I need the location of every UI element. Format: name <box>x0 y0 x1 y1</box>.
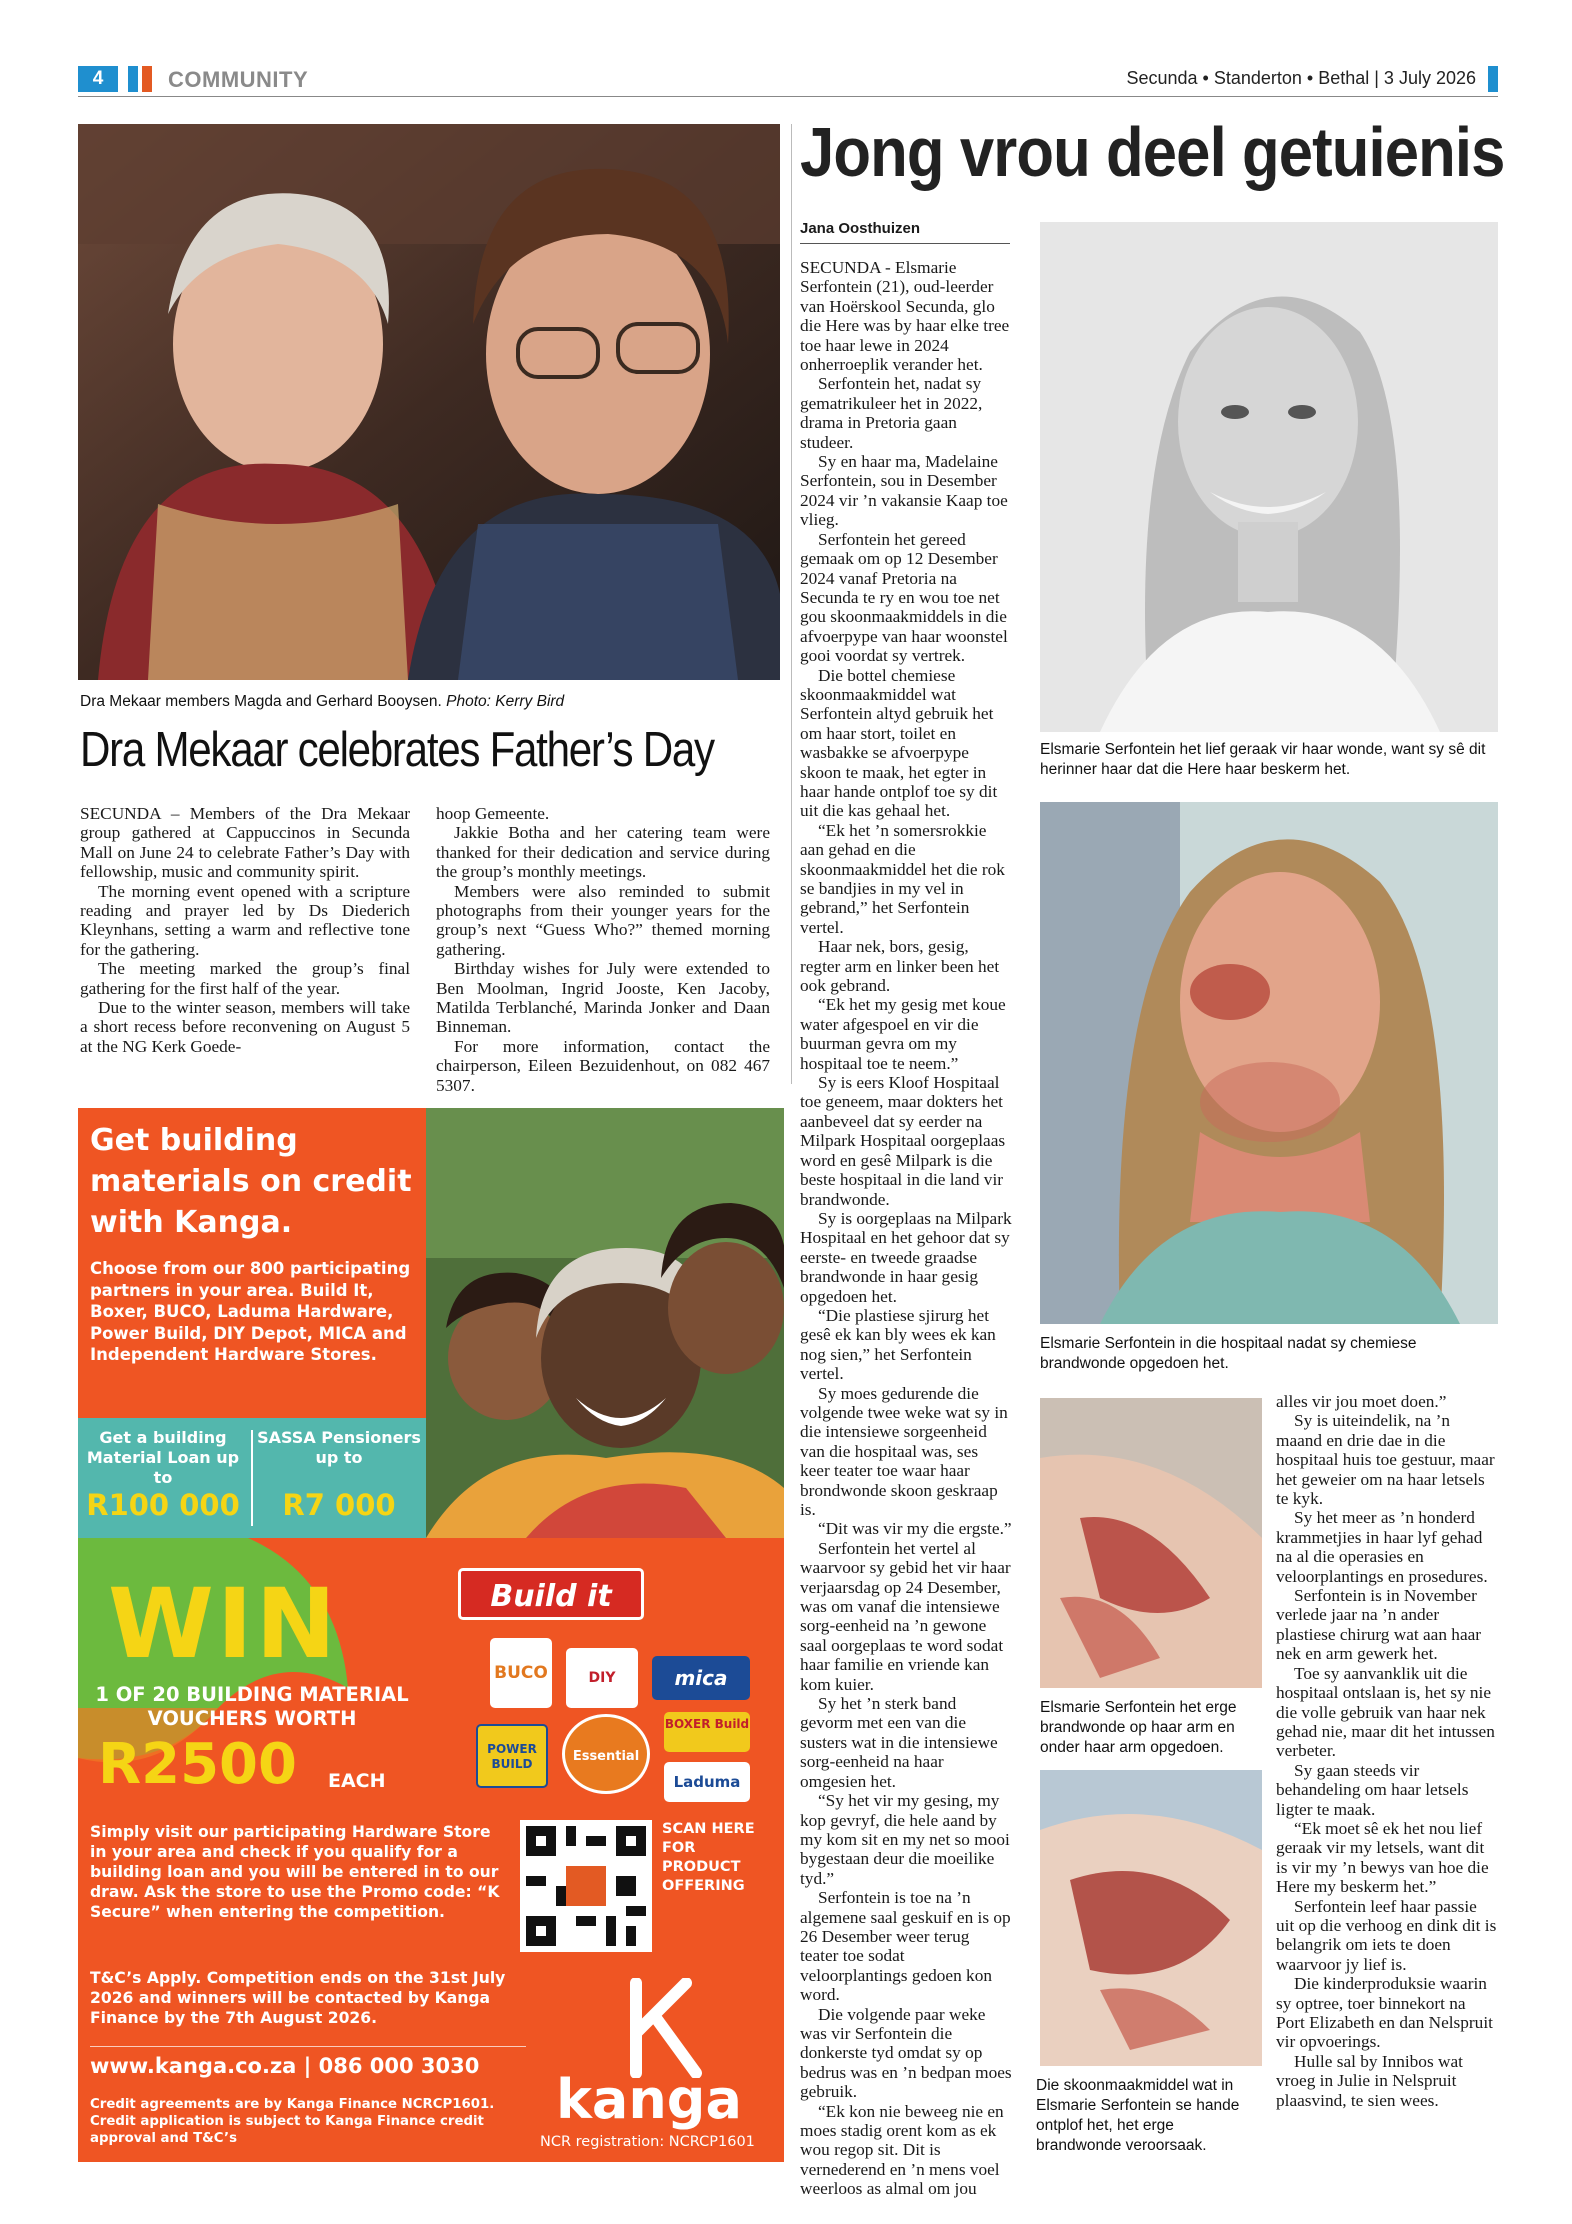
paragraph: Hulle sal by Innibos wat vroeg in Julie in Nelspruit plaasvind, te sien wees. <box>1276 2051 1463 2110</box>
column-divider <box>791 124 792 1084</box>
essential-logo: Essential <box>562 1714 650 1794</box>
leg-caption: Die skoonmaakmiddel wat in Elsmarie Serfontein se hande ontplof het, het erge brandwonde veroorsaak. <box>1036 2077 1240 2154</box>
ad-family-photo <box>426 1108 784 1538</box>
page-number: 4 <box>78 66 118 92</box>
paragraph: SECUNDA - Elsmarie Serfontein (21), oud-leerder van Hoërskool Secunda, glo die Here was by haar elke tree toe haar lewe in 2024 onherroeplik verander het. <box>800 258 1010 375</box>
paragraph: “Ek het ’n somersrokkie aan gehad en die skoonmaakmiddel het die rok se bandjies in my vel in gebrand,” het Serfontein vertel. <box>800 820 1005 937</box>
caption-text: Dra Mekaar members Magda and Gerhard Booysen. <box>80 693 442 710</box>
sassa-amount: R7 000 <box>282 1488 396 1522</box>
paragraph: “Die plastiese sjirurg het gesê ek kan bly wees ek kan nog sien,” het Serfontein vertel. <box>800 1305 996 1384</box>
ad-instructions: Simply visit our participating Hardware Store in your area and check if you qualify for a building loan and you will be entered in to our draw. Ask the store to use the Promo code: “K Secure” when entering the competition. <box>90 1823 500 1921</box>
paragraph: Serfontein leef haar passie uit op die verhoog en dink dit is belangrik om iets te doen waarvoor jy lief is. <box>1276 1896 1497 1974</box>
byline: Jana Oosthuizen <box>800 220 1010 244</box>
mica-logo: mica <box>652 1656 750 1700</box>
diy-depot-logo: DIY <box>566 1648 638 1708</box>
header-accent-blue <box>128 66 138 92</box>
buildit-logo: Build it <box>458 1568 644 1620</box>
laduma-logo: Laduma <box>664 1762 750 1802</box>
ad-headline: Get building materials on credit with Kanga. <box>90 1123 412 1240</box>
ad-divider <box>90 2046 526 2047</box>
paragraph: “Ek het my gesig met koue water afgespoel en vir die buurman gevra om my hospitaal toe te neem.” <box>800 995 1006 1073</box>
paragraph: “Ek moet sê ek het nou lief geraak vir my letsels, want dit is vir my ’n bewys van hoe die Here my beskerm het.” <box>1276 1818 1489 1897</box>
paragraph: Sy is eers Kloof Hospitaal toe geneem, maar dokters het aanbeveel dat sy eerder na Milpark Hospitaal oorgeplaas word en gesê Milpark is die beste hospitaal in die land vir brandwonde. <box>800 1073 1006 1209</box>
portrait-photo <box>1040 222 1498 732</box>
header-accent-orange <box>142 66 152 92</box>
ad-scan-label: SCAN HERE FOR PRODUCT OFFERING <box>662 1821 755 1894</box>
dra-mekaar-col2 <box>436 804 770 1095</box>
getuienis-col2 <box>1276 1392 1498 2110</box>
paragraph: “Dit was vir my die ergste.” <box>818 1519 1012 1539</box>
paragraph: Sy is uiteindelik, na ’n maand en drie dae in die hospitaal huis toe gestuur, maar het geweier om na haar letsels te kyk. <box>1276 1411 1495 1509</box>
buco-logo: BUCO <box>490 1638 552 1708</box>
boxer-build-logo: BOXER Build <box>664 1712 750 1752</box>
paragraph: For more information, contact the chairperson, Eileen Bezuidenhout, on 082 467 5307. <box>436 1036 770 1095</box>
booysen-photo-caption <box>80 692 780 712</box>
header-accent-right <box>1488 66 1498 92</box>
paragraph: Members were also reminded to submit photographs from their younger years for the group’s next “Guess Who?” themed morning gathering. <box>436 881 770 959</box>
kanga-advertisement[interactable] <box>78 1108 784 2162</box>
arm-burns-photo <box>1040 1398 1262 1688</box>
ad-win: WIN <box>108 1568 339 1680</box>
ad-contact[interactable]: www.kanga.co.za | 086 000 3030 <box>90 2054 480 2078</box>
paragraph: The meeting marked the group’s final gathering for the first half of the year. <box>80 959 410 998</box>
leg-burns-photo <box>1040 1770 1262 2066</box>
dra-mekaar-col1 <box>80 804 410 1056</box>
arm-caption: Elsmarie Serfontein het erge brandwonde op haar arm en onder haar arm opgedoen. <box>1040 1699 1237 1756</box>
getuienis-col1 <box>800 258 1012 2199</box>
voucher-amount: R2500 <box>98 1732 297 1797</box>
ad-terms: T&C’s Apply. Competition ends on the 31st July 2026 and winners will be contacted by Kanga Finance by the 7th August 2026. <box>90 1969 506 2027</box>
paragraph: Die kinderproduksie waarin sy optree, toer binnekort na Port Elizabeth en dan Nelspruit vir opvoerings. <box>1276 1974 1493 2052</box>
paragraph: “Sy het vir my gesing, my kop gevryf, die hele aand by my kom sit en my net so mooi bygestaan deur die moeilike tyd.” <box>800 1791 1010 1888</box>
loan-amount: R100 000 <box>86 1488 240 1522</box>
paragraph: Die volgende paar weke was vir Serfontein die donkerste tyd omdat sy op bedrus was en ’n bedpan moes gebruik. <box>800 2004 1012 2102</box>
portrait-caption: Elsmarie Serfontein het lief geraak vir haar wonde, want sy sê dit herinner haar dat die Here haar beskerm het. <box>1040 741 1486 778</box>
paragraph: “Ek kon nie beweeg nie en moes stadig orent kom as ek wou regop sit. Dit is vernederend en ’n mens voel weerloos as almal om jou <box>800 2101 1004 2199</box>
kanga-brand: kanga <box>556 2068 742 2131</box>
paragraph: alles vir jou moet doen.” <box>1276 1392 1447 1411</box>
paragraph: Sy is oorgeplaas na Milpark Hospitaal en het gehoor dat sy eerste- en tweede graadse brandwonde in haar gesig opgedoen het. <box>800 1208 1012 1306</box>
paragraph: Sy het meer as ’n honderd krammetjies in haar lyf gehad na al die operasies en veloorplantings en prosedures. <box>1276 1508 1488 1586</box>
paragraph: Serfontein is toe na ’n algemene saal geskuif en is op 26 Desember weer terug teater toe sodat veloorplantings gedoen kon word. <box>800 1888 1011 2005</box>
paragraph: Birthday wishes for July were extended to Ben Moolman, Ingrid Jooste, Ken Jacoby, Matilda Terblanché, Marinda Jonker and Daan Binneman. <box>436 959 770 1037</box>
hospital-photo <box>1040 802 1498 1324</box>
paragraph: hoop Gemeente. <box>436 804 550 823</box>
hospital-caption: Elsmarie Serfontein in die hospitaal nadat sy chemiese brandwonde opgedoen het. <box>1040 1335 1417 1372</box>
panel-divider <box>251 1430 253 1526</box>
paragraph: Sy gaan steeds vir behandeling om haar letsels ligter te maak. <box>1276 1760 1469 1819</box>
paragraph: Serfontein het vertel al waarvoor sy gebid het vir haar verjaarsdag op 24 Desember, was om vanaf die intensiewe sorg-eenheid na ’n gewone saal oorgeplaas te word sodat haar familie en vriende kan kom kuier. <box>800 1538 1011 1694</box>
kanga-k-icon <box>616 1978 726 2078</box>
paragraph: The morning event opened with a scripture reading and prayer led by Ds Diederich Kleynhans, setting a warm and reflective tone for the gathering. <box>80 881 410 959</box>
paragraph: Haar nek, bors, gesig, regter arm en linker been het ook gebrand. <box>800 937 1000 996</box>
paragraph: Jakkie Botha and her catering team were thanked for their dedication and service during the group’s monthly meetings. <box>436 823 770 882</box>
paragraph: Due to the winter season, members will take a short recess before reconvening on August 5 at the NG Kerk Goede- <box>80 998 410 1056</box>
ad-intro: Choose from our 800 participating partners in your area. Build It, Boxer, BUCO, Laduma Hardware, Power Build, DIY Depot, MICA and Independent Hardware Stores. <box>90 1259 411 1364</box>
section-title: COMMUNITY <box>168 67 309 92</box>
ad-ncr: NCR registration: NCRCP1601 <box>540 2134 755 2150</box>
qr-code[interactable] <box>520 1820 652 1952</box>
ad-credit-note: Credit agreements are by Kanga Finance NCRCP1601. Credit application is subject to Kanga Finance credit approval and T&C’s <box>90 2097 495 2146</box>
paragraph: Serfontein het gereed gemaak om op 12 Desember 2024 vanaf Pretoria na Secunda te ry en wou toe net gou skoonmaakmiddels in die afvoerpype van haar woonstel gooi voordat sy vertrek. <box>800 529 1008 666</box>
header-divider <box>78 96 1498 97</box>
paragraph: Sy moes gedurende die volgende twee weke wat sy in die intensiewe sorgeenheid van die hospitaal was, ses keer teater toe waar haar brondwonde skoon geskraap is. <box>800 1383 1008 1519</box>
getuienis-headline: Jong vrou deel getuienis <box>800 113 1505 191</box>
paragraph: Serfontein het, nadat sy gematrikuleer het in 2022, drama in Pretoria gaan studeer. <box>800 374 983 452</box>
paragraph: SECUNDA – Members of the Dra Mekaar group gathered at Cappuccinos in Secunda Mall on June 24 to celebrate Father’s Day with fellowship, music and community spirit. <box>80 804 410 882</box>
powerbuild-logo: POWER BUILD <box>476 1724 548 1788</box>
voucher-each: EACH <box>328 1770 386 1792</box>
page-header <box>78 66 1498 94</box>
loan-label: Get a building Material Loan up to <box>86 1428 240 1487</box>
booysen-photo <box>78 124 780 680</box>
sassa-label: SASSA Pensioners up to <box>257 1428 421 1467</box>
paragraph: Sy en haar ma, Madelaine Serfontein, sou in Desember 2024 vir ’n vakansie Kaap toe vlieg. <box>800 452 1008 530</box>
paragraph: Sy het ’n sterk band gevorm met een van die susters wat in die intensiewe sorg-eenheid na haar omgesien het. <box>800 1694 998 1791</box>
paragraph: Toe sy aanvanklik uit die hospitaal ontslaan is, het sy nie die volle gebruik van haar nek gehad nie, maar dit het intussen verbeter. <box>1276 1663 1495 1761</box>
dra-mekaar-headline: Dra Mekaar celebrates Father’s Day <box>80 723 714 777</box>
ad-loan-panel <box>78 1418 426 1538</box>
paragraph: Serfontein is in November verlede jaar na ’n ander plastiese chirurg wat aan haar nek en arm gewerk het. <box>1276 1586 1482 1664</box>
ad-win-sub: 1 OF 20 BUILDING MATERIAL VOUCHERS WORTH <box>95 1683 409 1730</box>
edition-date: Secunda • Standerton • Bethal | 3 July 2026 <box>1126 68 1476 88</box>
photo-credit: Photo: Kerry Bird <box>446 693 565 710</box>
paragraph: Die bottel chemiese skoonmaakmiddel wat Serfontein altyd gebruik het om haar stort, toilet en wasbakke se afvoerpype skoon te maak, het egter in haar hande ontplof toe sy dit uit die kas gehaal het. <box>800 665 998 821</box>
